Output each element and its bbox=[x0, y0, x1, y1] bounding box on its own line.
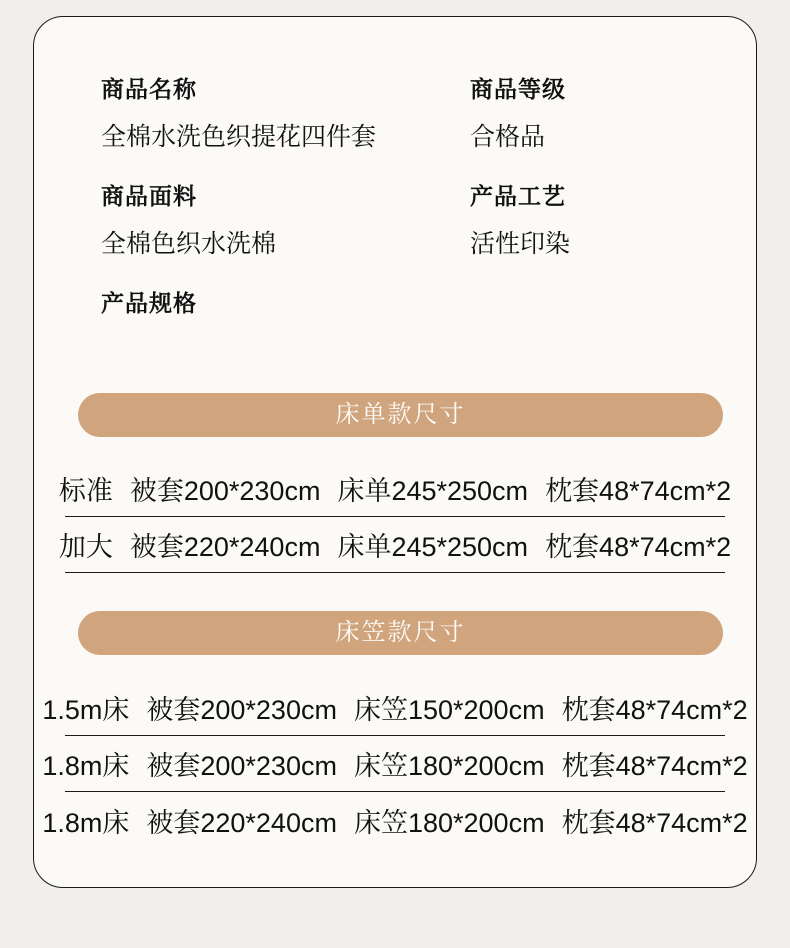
spec-field-label: 商品等级 bbox=[470, 76, 566, 102]
table-row bbox=[58, 461, 732, 517]
size-label-cell: 1.5m床 bbox=[42, 695, 130, 725]
spec-cell: 枕套48*74cm*2 bbox=[561, 807, 748, 838]
table-row bbox=[58, 517, 732, 573]
spec-field-label: 产品工艺 bbox=[470, 183, 566, 209]
spec-field-fabric bbox=[101, 182, 470, 259]
table-row bbox=[42, 736, 748, 792]
sheet-size-banner: 床单款尺寸 bbox=[78, 393, 723, 437]
table-row bbox=[42, 680, 748, 736]
fitted-size-table bbox=[42, 680, 748, 848]
spec-cell: 枕套48*74cm*2 bbox=[545, 532, 732, 562]
spec-field-label: 商品面料 bbox=[101, 183, 197, 209]
spec-cell: 床单245*250cm bbox=[337, 476, 529, 506]
spec-cell: 床单245*250cm bbox=[337, 532, 529, 562]
fitted-size-banner: 床笠款尺寸 bbox=[78, 611, 723, 655]
spec-cell: 床笠180*200cm bbox=[353, 751, 545, 781]
spec-cell: 枕套48*74cm*2 bbox=[545, 476, 732, 506]
spec-cell: 被套220*240cm bbox=[129, 532, 321, 562]
spec-cell: 枕套48*74cm*2 bbox=[561, 695, 748, 725]
spec-field-name bbox=[101, 75, 470, 152]
spec-field-value: 全棉色织水洗棉 bbox=[101, 230, 277, 258]
spec-section-heading: 产品规格 bbox=[101, 290, 197, 316]
spec-field-value: 全棉水洗色织提花四件套 bbox=[101, 123, 377, 151]
spec-cell: 被套200*230cm bbox=[129, 476, 321, 506]
product-spec-card bbox=[33, 16, 757, 888]
spec-cell: 枕套48*74cm*2 bbox=[561, 751, 748, 781]
sheet-size-table bbox=[58, 461, 732, 573]
spec-cell: 被套200*230cm bbox=[146, 751, 337, 781]
spec-field-value: 活性印染 bbox=[470, 230, 571, 258]
size-label-cell: 标准 bbox=[58, 476, 113, 506]
size-label-cell: 1.8m床 bbox=[42, 807, 130, 838]
spec-field-value: 合格品 bbox=[470, 123, 546, 151]
spec-cell: 被套220*240cm bbox=[146, 807, 337, 838]
spec-cell: 床笠180*200cm bbox=[353, 807, 545, 838]
size-label-cell: 1.8m床 bbox=[42, 751, 130, 781]
spec-field-grade bbox=[470, 75, 756, 152]
spec-field-craft bbox=[470, 182, 756, 259]
spec-cell: 床笠150*200cm bbox=[353, 695, 545, 725]
table-row bbox=[42, 792, 748, 848]
spec-cell: 被套200*230cm bbox=[146, 695, 337, 725]
product-info-grid bbox=[34, 17, 756, 289]
spec-field-label: 商品名称 bbox=[101, 76, 197, 102]
size-label-cell: 加大 bbox=[58, 532, 113, 562]
